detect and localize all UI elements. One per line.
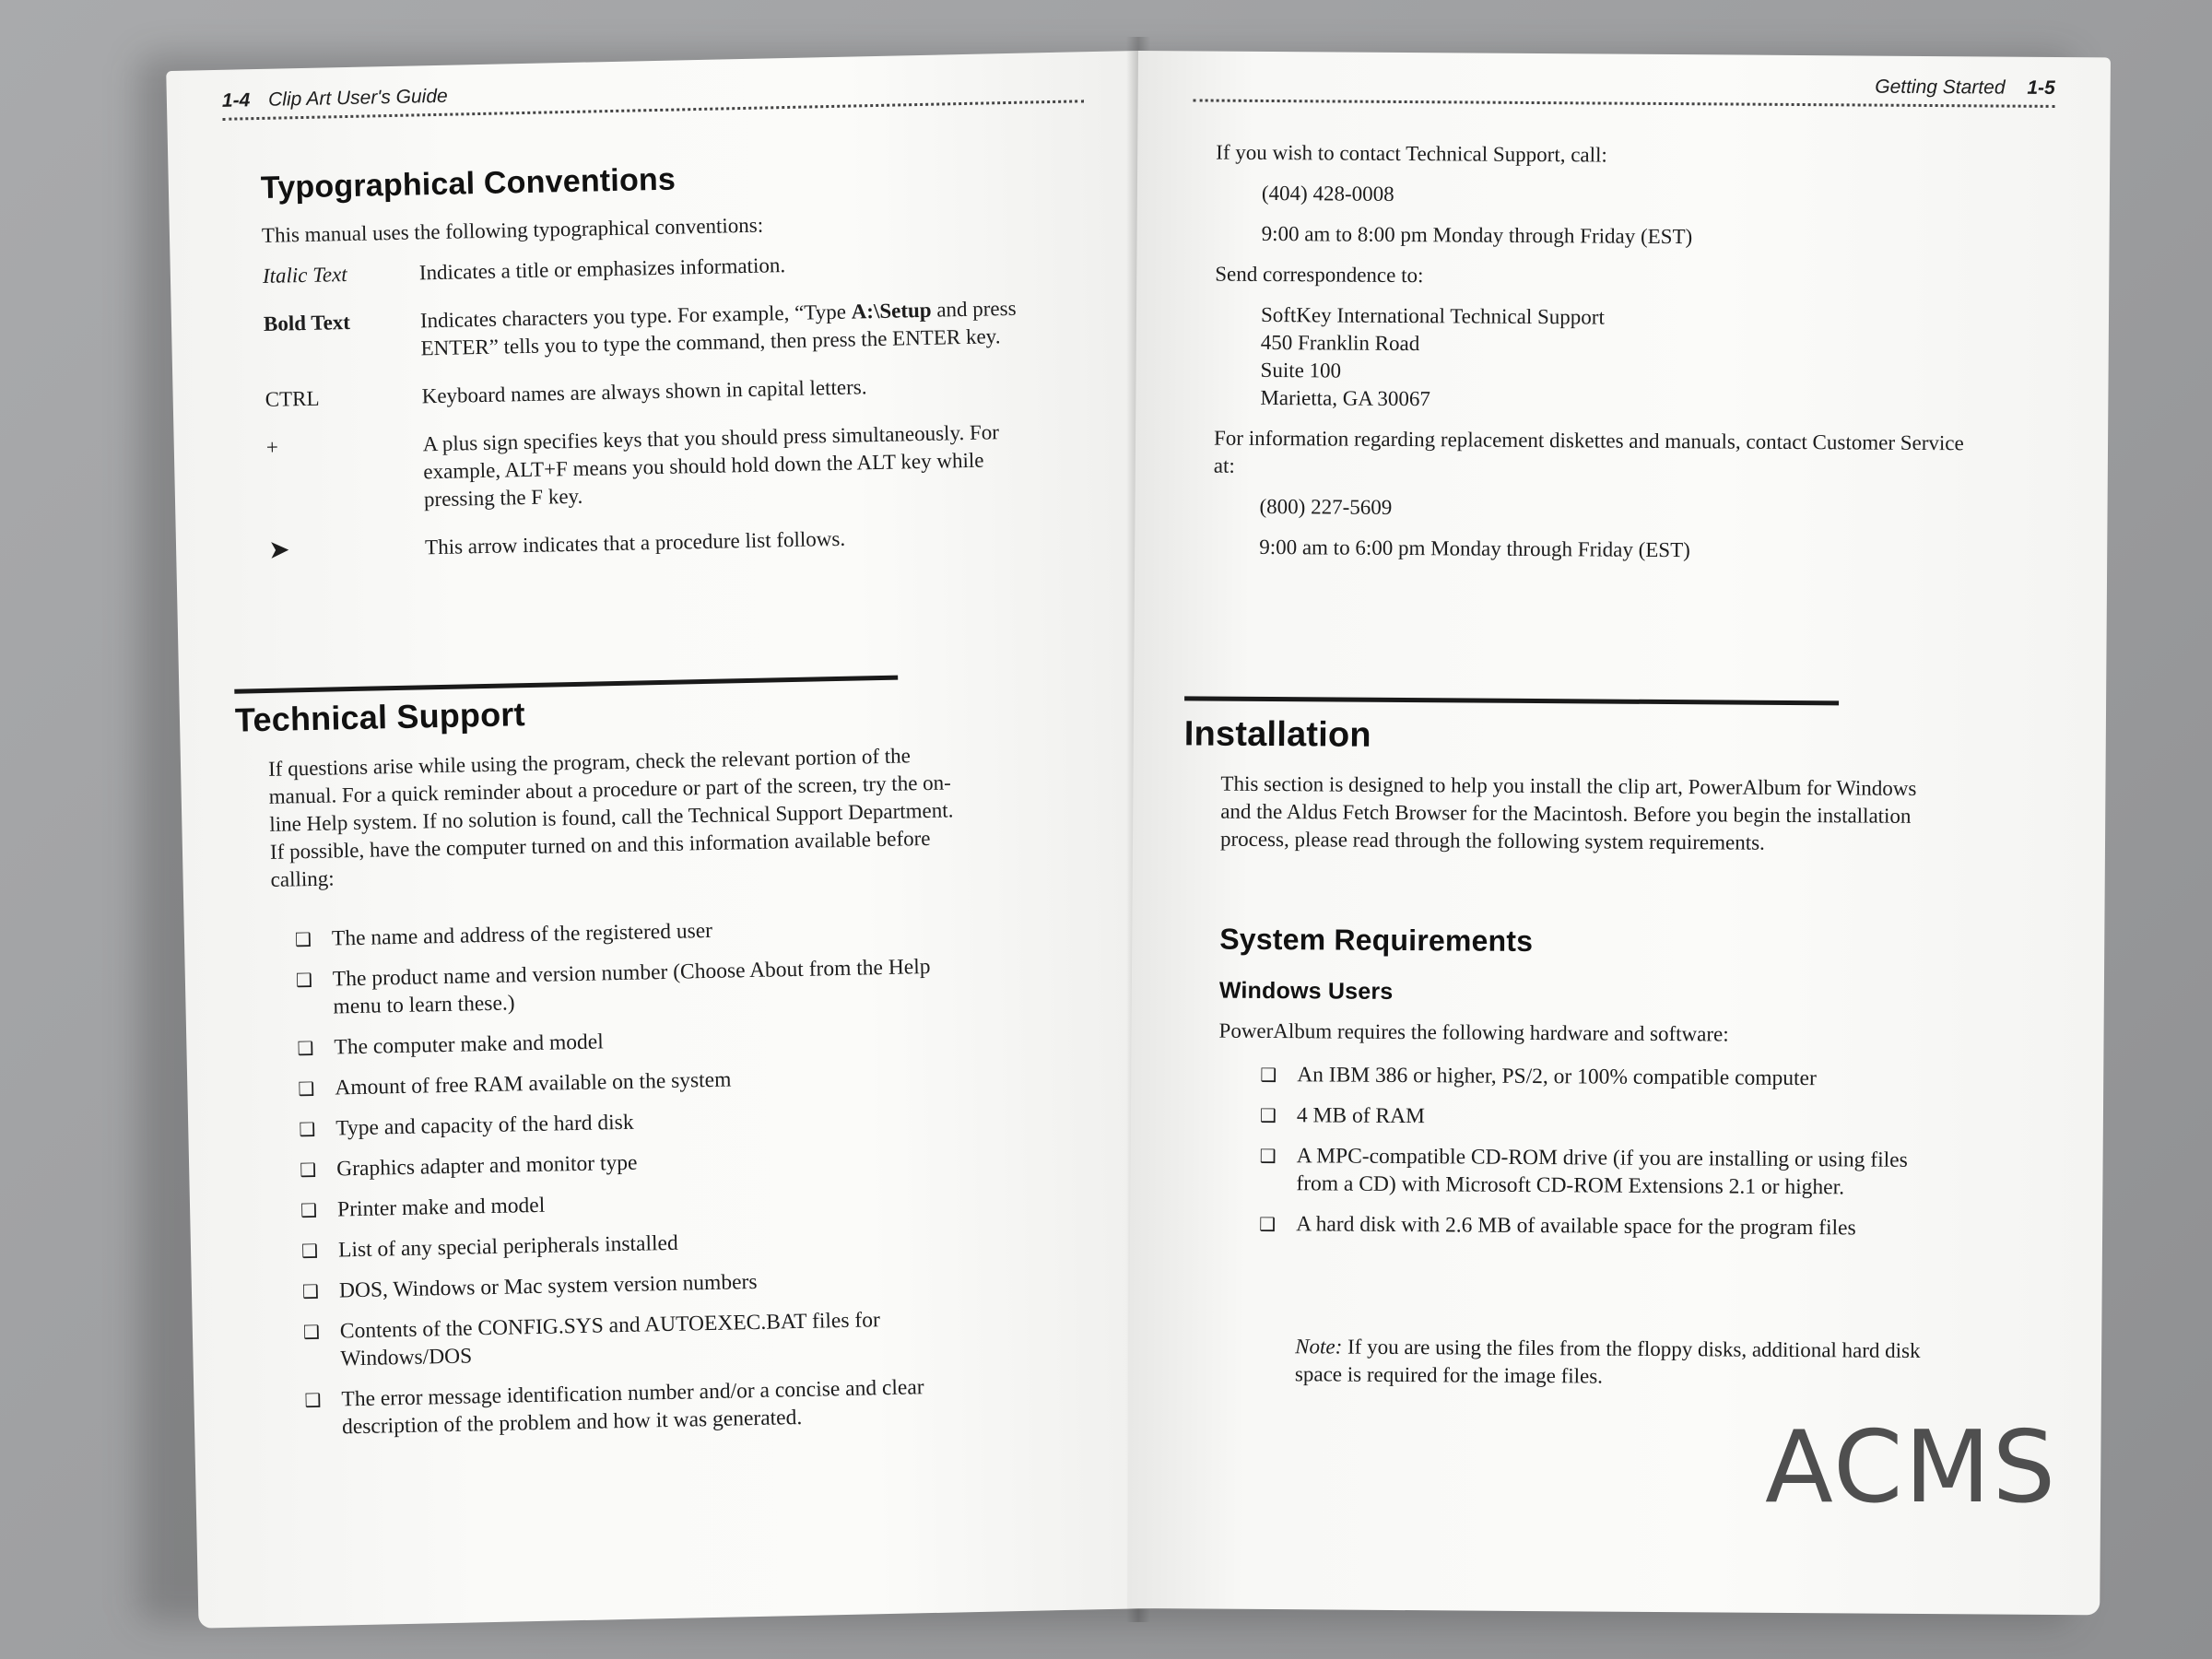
mailing-address	[1260, 301, 1989, 418]
list-item-text: The error message identification number and/or a concise and clear description of the problem and how it was generated.	[341, 1375, 924, 1440]
list-item-text: The product name and version number (Choose About from the Help menu to learn these.)	[332, 954, 931, 1019]
list-item-text: Type and capacity of the hard disk	[335, 1110, 634, 1141]
convention-desc-part: Indicates characters you type. For example, “Type	[419, 300, 852, 333]
watermark: ACMS	[1765, 1410, 2058, 1525]
system-requirements-heading: System Requirements	[1219, 922, 1534, 959]
support-phone: (404) 428-0008	[1261, 181, 1394, 206]
checkbox-icon: ❑	[299, 1117, 316, 1141]
convention-desc: Keyboard names are always shown in capital letters.	[421, 375, 867, 408]
service-phone: (800) 227-5609	[1259, 494, 1393, 519]
list-item-text: DOS, Windows or Mac system version numbers	[338, 1269, 758, 1303]
checkbox-icon: ❑	[1259, 1103, 1277, 1127]
convention-row	[263, 247, 1018, 290]
address-line: 450 Franklin Road	[1260, 330, 1420, 356]
right-page-number: 1-5	[2027, 76, 2055, 99]
checkbox-icon: ❑	[1259, 1212, 1277, 1236]
convention-desc: A plus sign specifies keys that you should press simultaneously. For example, ALT+F means you should hold down the ALT key while pressing the F key.	[422, 420, 1000, 512]
command-example: A:\Setup	[851, 298, 932, 324]
list-item-text: An IBM 386 or higher, PS/2, or 100% compatible computer	[1297, 1063, 1817, 1091]
convention-desc	[420, 295, 1020, 363]
list-item-text: A hard disk with 2.6 MB of available space for the program files	[1296, 1212, 1856, 1241]
convention-row	[268, 522, 1024, 565]
list-item	[300, 1142, 963, 1183]
list-item-text: Contents of the CONFIG.SYS and AUTOEXEC.BAT files for Windows/DOS	[339, 1308, 881, 1371]
list-item-text: 4 MB of RAM	[1296, 1103, 1426, 1129]
checkbox-icon: ❑	[298, 1077, 315, 1100]
convention-term: Bold Text	[263, 310, 351, 335]
conventions-table	[263, 247, 1025, 585]
convention-row	[265, 371, 1020, 414]
checkbox-icon: ❑	[297, 1036, 314, 1060]
list-item	[1260, 1101, 1924, 1134]
right-running-title: Getting Started	[1875, 76, 2006, 99]
list-item	[303, 1304, 968, 1373]
tech-support-heading: Technical Support	[234, 695, 526, 739]
section-rule	[234, 676, 898, 694]
conventions-intro: This manual uses the following typographical conventions:	[261, 213, 764, 247]
list-item	[300, 1182, 964, 1224]
installation-paragraph: This section is designed to help you install the clip art, PowerAlbum for Windows and the Aldus Fetch Browser for the Macintosh. Before you begin the installation process, please read through the following system requirements.	[1219, 771, 1917, 854]
support-hours: 9:00 am to 8:00 pm Monday through Friday (EST)	[1261, 221, 1693, 249]
left-running-head	[222, 72, 1084, 121]
note-label: Note:	[1295, 1335, 1343, 1359]
list-item-text: Printer make and model	[336, 1193, 546, 1222]
list-item	[304, 1372, 969, 1441]
arrow-icon: ➤	[267, 535, 290, 565]
checkbox-icon: ❑	[295, 968, 313, 992]
left-page-number: 1-4	[221, 89, 251, 112]
convention-row	[264, 295, 1020, 366]
replacement-intro: For information regarding replacement diskettes and manuals, contact Customer Service at:	[1213, 426, 1964, 477]
windows-intro: PowerAlbum requires the following hardware and software:	[1218, 1018, 1729, 1046]
list-item-text: The name and address of the registered user	[331, 918, 713, 951]
checkbox-icon: ❑	[300, 1239, 319, 1263]
list-item	[1259, 1210, 1923, 1242]
checkbox-icon: ❑	[294, 928, 312, 951]
convention-desc: Indicates a title or emphasizes information.	[418, 253, 786, 285]
list-item	[301, 1223, 965, 1265]
list-item	[1260, 1061, 1924, 1093]
address-line: Marietta, GA 30067	[1260, 385, 1431, 411]
list-item	[1259, 1142, 1923, 1202]
convention-desc: This arrow indicates that a procedure list follows.	[424, 526, 846, 559]
list-item-text: Graphics adapter and monitor type	[335, 1150, 638, 1182]
list-item	[297, 1020, 960, 1062]
list-item-text: Amount of free RAM available on the system	[335, 1067, 732, 1100]
list-item	[302, 1264, 966, 1305]
section-rule	[1184, 696, 1839, 705]
checkbox-icon: ❑	[301, 1279, 320, 1303]
note-body: If you are using the files from the floppy disks, additional hard disk space is required for the image files.	[1294, 1335, 1921, 1388]
checkbox-icon: ❑	[302, 1320, 321, 1344]
convention-term: CTRL	[265, 386, 320, 411]
note-text	[1295, 1333, 1940, 1393]
requirements-checklist	[1259, 1061, 1924, 1255]
left-page	[166, 51, 1171, 1629]
list-item	[299, 1101, 962, 1143]
convention-term: Italic Text	[262, 263, 347, 288]
checkbox-icon: ❑	[300, 1198, 318, 1222]
support-contact-block	[1213, 139, 1990, 580]
contact-intro: If you wish to contact Technical Support, call:	[1216, 140, 1607, 167]
address-line: Suite 100	[1260, 358, 1342, 382]
address-line: SoftKey International Technical Support	[1260, 302, 1605, 329]
list-item	[298, 1061, 961, 1102]
convention-row	[266, 418, 1024, 517]
tech-support-checklist	[295, 912, 970, 1454]
correspondence-intro: Send correspondence to:	[1215, 262, 1424, 288]
tech-support-paragraph: If questions arise while using the program, check the relevant portion of the manual. For a quick reminder about a procedure or part of the screen, try the on-line Help system. If no solution is found, call the Technical Support Department. If possible, have the computer turned on and this information available before calling:	[267, 744, 954, 891]
list-item-text: A MPC-compatible CD-ROM drive (if you are installing or using files from a CD) with Microsoft CD-ROM Extensions 2.1 or higher.	[1296, 1144, 1908, 1200]
right-running-head	[1194, 71, 2055, 108]
service-hours: 9:00 am to 6:00 pm Monday through Friday (EST)	[1259, 535, 1690, 562]
conventions-heading: Typographical Conventions	[260, 161, 677, 206]
list-item	[296, 952, 960, 1021]
checkbox-icon: ❑	[299, 1158, 317, 1182]
left-running-title: Clip Art User's Guide	[267, 85, 448, 111]
list-item-text: The computer make and model	[334, 1030, 605, 1060]
convention-desc-part: and press ENTER” tells you to type the command, then press the ENTER key.	[420, 296, 1017, 360]
right-page	[1127, 51, 2111, 1615]
checkbox-icon: ❑	[1259, 1144, 1277, 1168]
list-item-text: List of any special peripherals installed	[337, 1230, 678, 1263]
checkbox-icon: ❑	[1260, 1063, 1277, 1087]
convention-term: +	[265, 435, 279, 459]
checkbox-icon: ❑	[304, 1388, 322, 1412]
installation-heading: Installation	[1183, 714, 1371, 755]
list-item	[295, 912, 959, 953]
windows-users-heading: Windows Users	[1218, 977, 1394, 1005]
